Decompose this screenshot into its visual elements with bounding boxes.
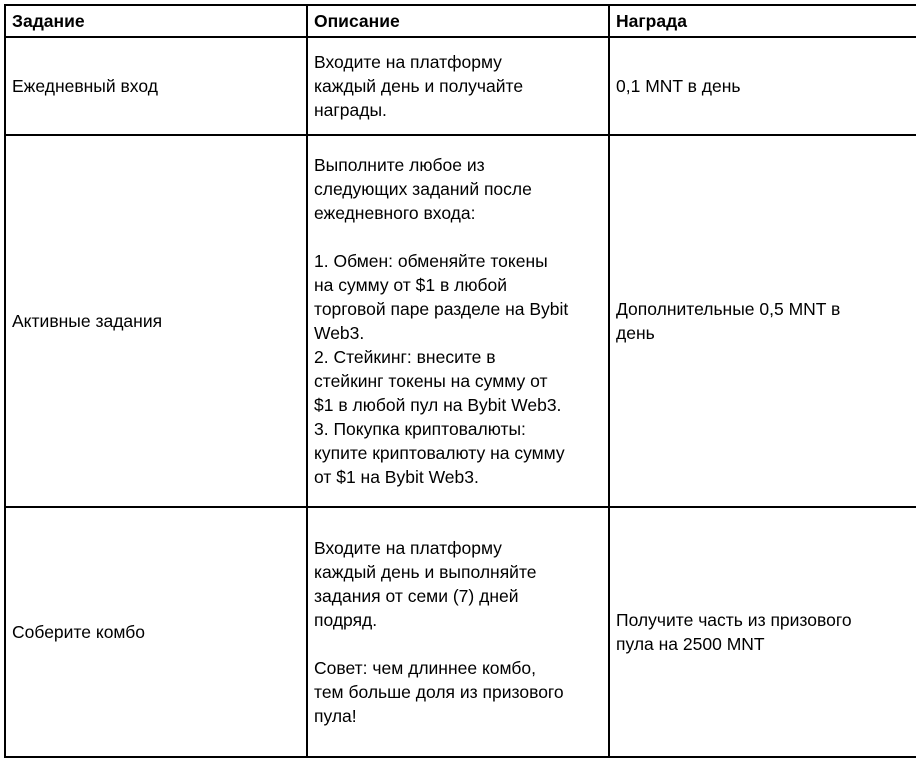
rewards-table: [4, 4, 916, 758]
reward-cell: Дополнительные 0,5 MNT в день: [609, 135, 916, 507]
table-row: [5, 507, 916, 757]
description-cell: Выполните любое из следующих заданий после ежедневного входа: 1. Обмен: обменяйте токены на сумму от $1 в любой торговой паре разделе на Bybit Web3. 2. Стейкинг: внесите в стейкинг токены на сумму от $1 в любой пул на Bybit Web3. 3. Покупка криптовалюты: купите криптовалюту на сумму от $1 на Bybit Web3.: [307, 135, 609, 507]
description-cell: Входите на платформу каждый день и получайте награды.: [307, 37, 609, 135]
header-description: Описание: [307, 5, 609, 37]
header-task: Задание: [5, 5, 307, 37]
header-reward: Награда: [609, 5, 916, 37]
header-row: [5, 5, 916, 37]
reward-cell: Получите часть из призового пула на 2500 MNT: [609, 507, 916, 757]
table-row: [5, 37, 916, 135]
description-cell: Входите на платформу каждый день и выполняйте задания от семи (7) дней подряд. Совет: чем длиннее комбо, тем больше доля из призового пула!: [307, 507, 609, 757]
task-cell: Активные задания: [5, 135, 307, 507]
table-row: [5, 135, 916, 507]
task-cell: Ежедневный вход: [5, 37, 307, 135]
reward-cell: 0,1 MNT в день: [609, 37, 916, 135]
task-cell: Соберите комбо: [5, 507, 307, 757]
